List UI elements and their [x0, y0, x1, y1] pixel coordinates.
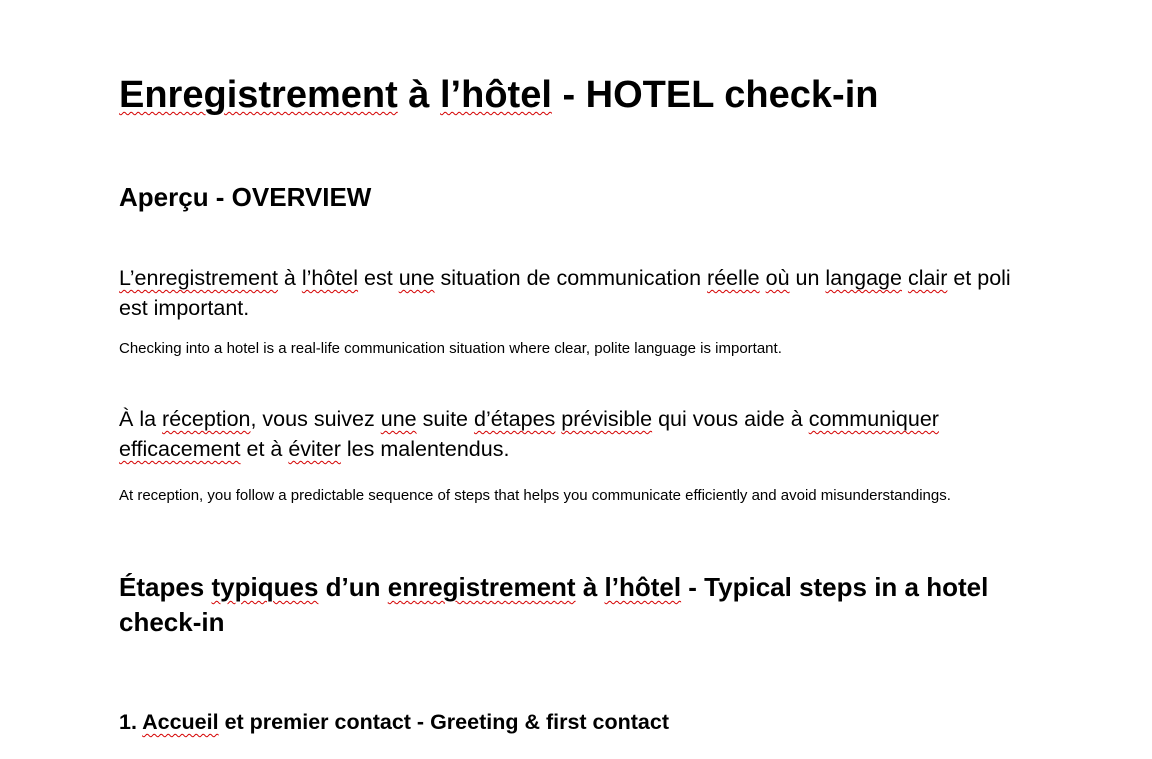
paragraph-text: situation de communication	[434, 266, 708, 290]
misspelled-word[interactable]: enregistrement	[387, 572, 576, 602]
paragraph-text: à	[277, 266, 302, 290]
paragraph-text: À la	[119, 407, 163, 431]
heading-text: Étapes	[119, 572, 212, 602]
paragraph-text: les malentendus.	[340, 437, 510, 461]
paragraph-text: suite	[416, 407, 474, 431]
misspelled-word[interactable]: clair	[907, 266, 948, 290]
misspelled-word[interactable]: réception	[162, 407, 251, 431]
misspelled-word[interactable]: l’hôtel	[440, 74, 552, 116]
heading-text: 1.	[119, 710, 143, 734]
overview-heading: Aperçu - OVERVIEW	[119, 182, 372, 212]
paragraph-english-2: At reception, you follow a predictable sequence of steps that helps you communicate efficiently and avoid misunderstandings.	[119, 487, 951, 504]
misspelled-word[interactable]: l’hôtel	[301, 266, 359, 290]
paragraph-french-1	[119, 263, 1019, 323]
misspelled-word[interactable]: typiques	[211, 572, 319, 602]
misspelled-word[interactable]: L’enregistrement	[119, 266, 278, 290]
heading-text: - Typical steps in a hotel check-in	[119, 572, 989, 637]
paragraph-text: qui vous aide à	[652, 407, 809, 431]
steps-heading	[119, 570, 1019, 640]
heading-text: d’un	[318, 572, 388, 602]
misspelled-word[interactable]: réelle	[707, 266, 760, 290]
title-text: à	[397, 74, 440, 116]
document-title	[119, 73, 878, 117]
misspelled-word[interactable]: Accueil	[142, 710, 219, 734]
misspelled-word[interactable]: une	[398, 266, 435, 290]
paragraph-text: et à	[240, 437, 289, 461]
paragraph-text: est	[358, 266, 399, 290]
misspelled-word[interactable]: l’hôtel	[604, 572, 682, 602]
misspelled-word[interactable]: une	[380, 407, 417, 431]
misspelled-word[interactable]: efficacement	[119, 437, 241, 461]
heading-text: et premier contact - Greeting & first contact	[218, 710, 669, 734]
misspelled-word[interactable]: langage	[825, 266, 902, 290]
heading-text: à	[575, 572, 605, 602]
misspelled-word[interactable]: communiquer	[808, 407, 939, 431]
misspelled-word[interactable]: où	[765, 266, 790, 290]
paragraph-english-1: Checking into a hotel is a real-life communication situation where clear, polite language is important.	[119, 340, 782, 357]
paragraph-text: un	[789, 266, 826, 290]
misspelled-word[interactable]: Enregistrement	[119, 74, 398, 116]
paragraph-text: et poli est important.	[119, 266, 1011, 320]
paragraph-text: , vous suivez	[250, 407, 381, 431]
paragraph-french-2	[119, 404, 1019, 464]
misspelled-word[interactable]: d’étapes	[473, 407, 556, 431]
step-1-heading	[119, 707, 669, 737]
misspelled-word[interactable]: prévisible	[561, 407, 653, 431]
misspelled-word[interactable]: éviter	[288, 437, 341, 461]
title-text: - HOTEL check-in	[551, 74, 879, 116]
